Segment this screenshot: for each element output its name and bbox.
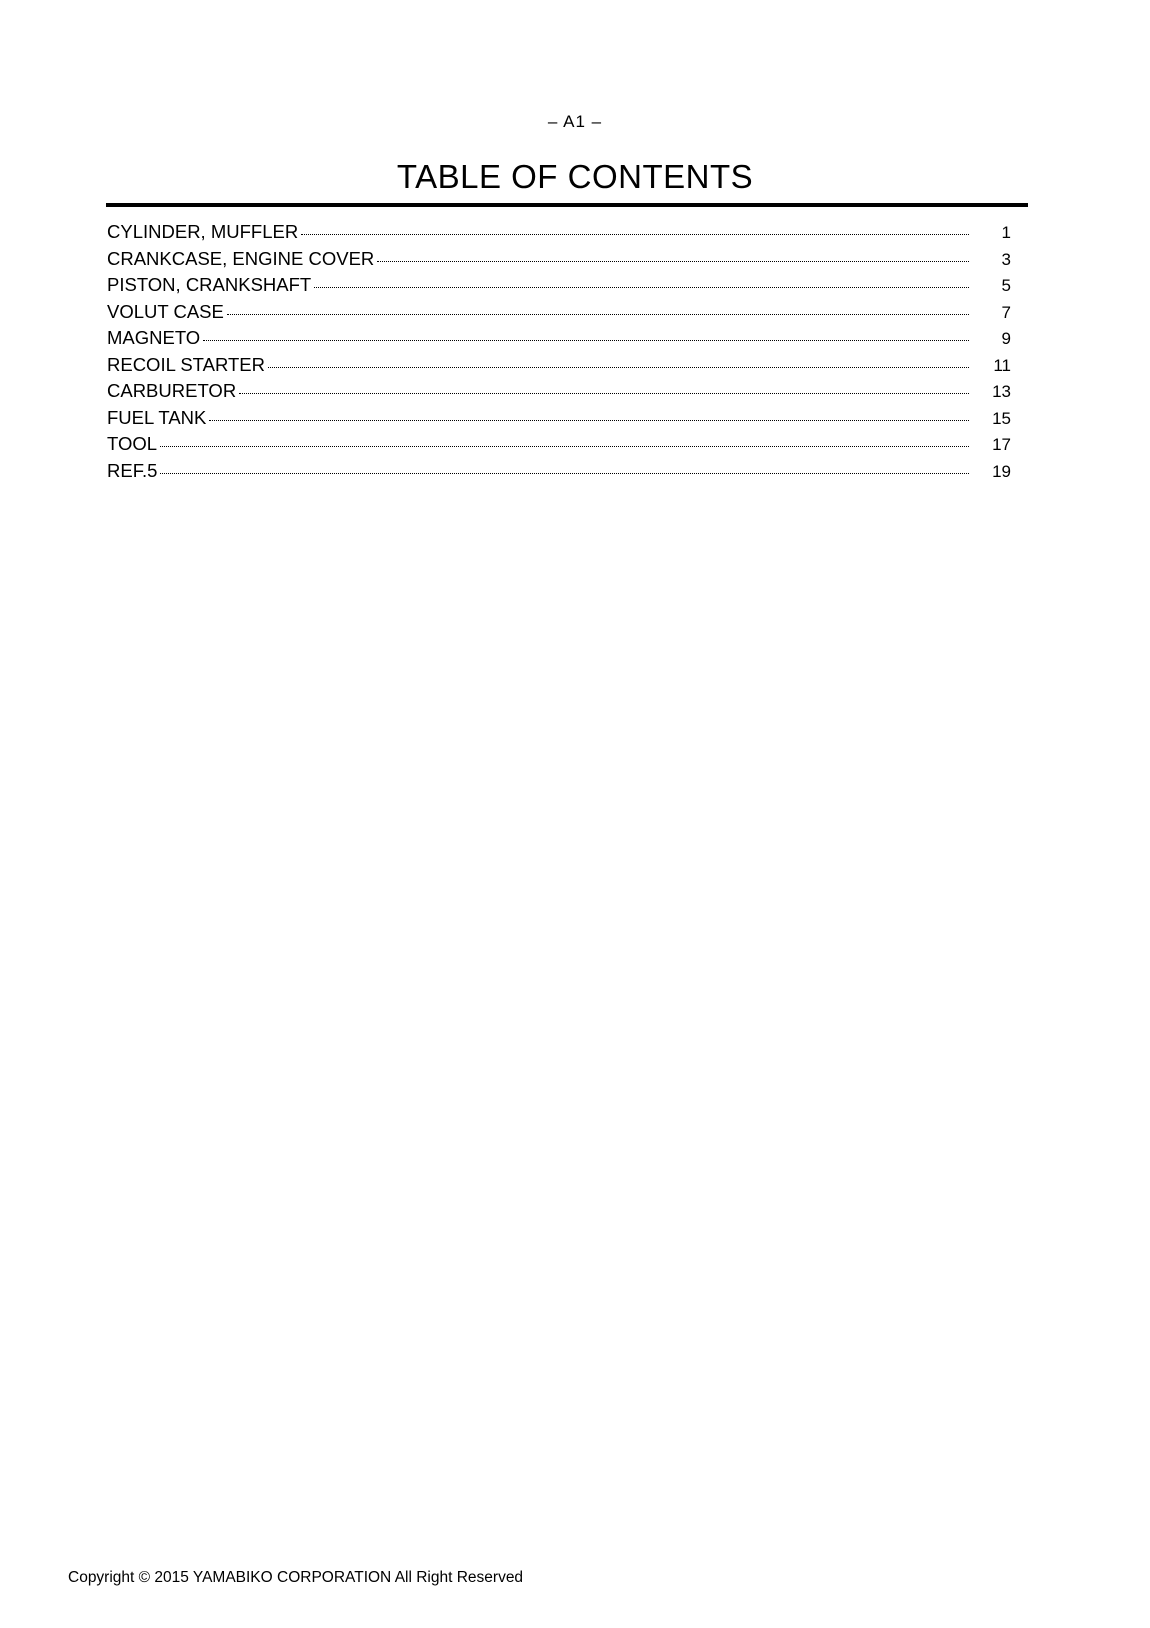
toc-entry-page: 15 (992, 408, 1011, 428)
dot-leader (301, 234, 969, 235)
toc-entry-cylinder-muffler[interactable] (107, 219, 1011, 246)
title-underline (106, 203, 1028, 207)
toc-entry-label: TOOL (107, 433, 158, 454)
toc-entry-label: CYLINDER, MUFFLER (107, 221, 299, 242)
toc-entry-label: REF.5 (107, 459, 158, 481)
toc-entry-page: 3 (1001, 249, 1011, 269)
toc-entry-piston-crankshaft[interactable] (107, 272, 1011, 299)
dot-leader (239, 393, 969, 394)
dot-leader (268, 367, 969, 368)
dot-leader (377, 261, 969, 262)
toc-entry-ref5[interactable] (107, 458, 1011, 485)
toc-entry-fuel-tank[interactable] (107, 405, 1011, 432)
toc-entry-tool[interactable] (107, 431, 1011, 458)
toc-entry-recoil-starter[interactable] (107, 352, 1011, 379)
toc-entry-label: PISTON, CRANKSHAFT (107, 274, 312, 295)
toc-entry-page: 5 (1001, 276, 1011, 295)
toc-entry-page: 7 (1001, 302, 1011, 322)
copyright-notice: Copyright © 2015 YAMABIKO CORPORATION All Right Reserved (68, 1569, 524, 1586)
toc-entry-carburetor[interactable] (107, 378, 1011, 405)
dot-leader (160, 446, 969, 447)
toc-entry-page: 19 (992, 461, 1011, 481)
dot-leader (203, 340, 969, 341)
toc-entry-crankcase-engine-cover[interactable] (107, 246, 1011, 273)
page-title: TABLE OF CONTENTS (396, 158, 754, 195)
toc-entry-label: CARBURETOR (107, 380, 237, 401)
toc-entry-label: CRANKCASE, ENGINE COVER (107, 247, 375, 269)
toc-entry-label: FUEL TANK (107, 406, 207, 428)
toc-entry-page: 13 (992, 382, 1011, 401)
toc-entry-label: MAGNETO (107, 327, 201, 348)
toc-entry-page: 11 (993, 355, 1011, 375)
dot-leader (227, 314, 969, 315)
dot-leader (209, 420, 969, 421)
toc-entry-magneto[interactable] (107, 325, 1011, 352)
dot-leader (160, 473, 969, 474)
table-of-contents (107, 219, 1011, 484)
toc-entry-label: RECOIL STARTER (107, 353, 265, 375)
toc-entry-label: VOLUT CASE (107, 300, 224, 322)
toc-entry-page: 1 (1001, 223, 1011, 242)
page-number: – A1 – (547, 112, 603, 131)
toc-entry-volut-case[interactable] (107, 299, 1011, 326)
dot-leader (314, 287, 969, 288)
toc-entry-page: 9 (1001, 329, 1011, 348)
toc-entry-page: 17 (992, 435, 1011, 454)
